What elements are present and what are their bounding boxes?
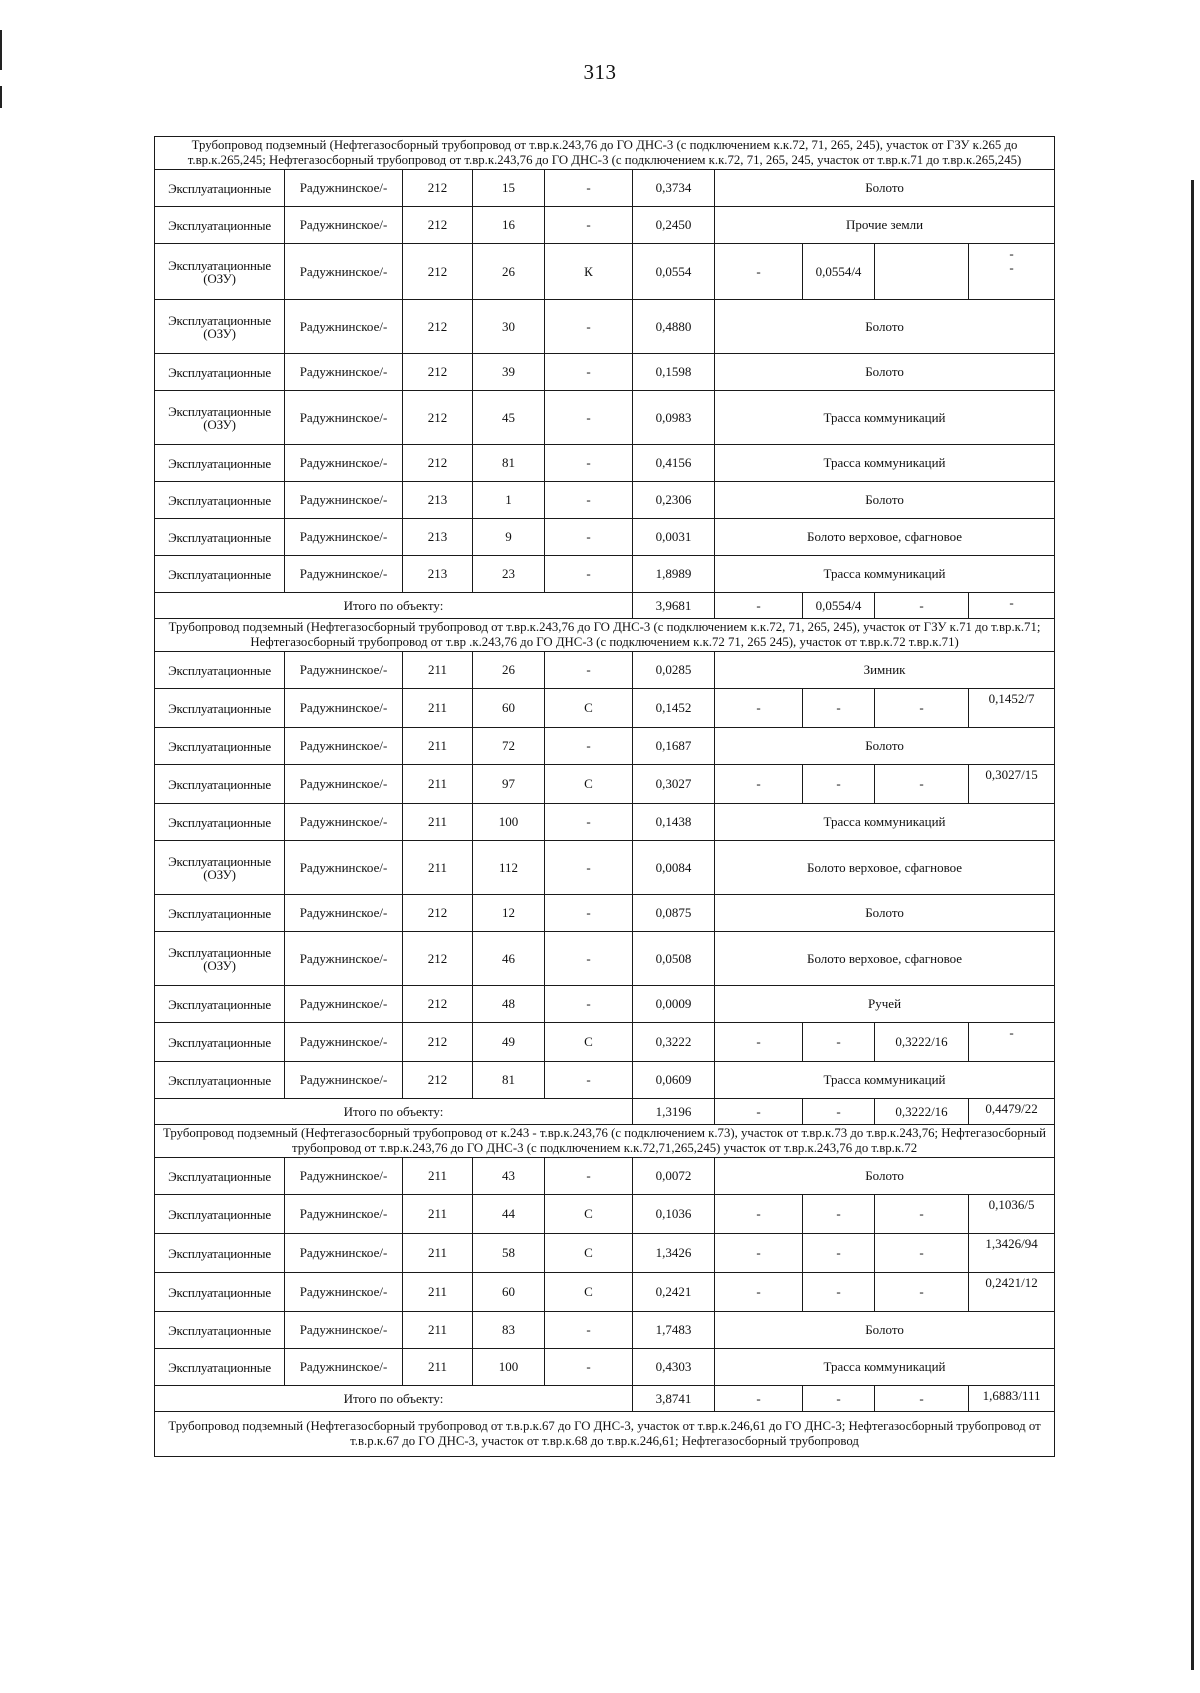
total-label: Итого по объекту:: [155, 1386, 633, 1412]
total-cell-1: -: [715, 593, 803, 619]
land-type-cell: Болото: [715, 170, 1055, 207]
sign-cell: -: [545, 354, 633, 391]
section-heading: Трубопровод подземный (Нефтегазосборный трубопровод от т.вр.к.243,76 до ГО ДНС-3 (с подключением к.к.72, 71, 265, 245), участок от ГЗУ к.71 до т.вр.к.71; Нефтегазосборный трубопровод от т.вр .к.243,76 до ГО ДНС-3 (с подключением к.к.72 71, 265 245), участок от т.вр.к.72 т.вр.к.71): [155, 619, 1055, 652]
quarter-cell: 212: [403, 445, 473, 482]
sign-cell: С: [545, 765, 633, 804]
forest-cell-1: -: [715, 689, 803, 728]
quarter-cell: 212: [403, 300, 473, 354]
area-cell: 0,1452: [633, 689, 715, 728]
sign-cell: -: [545, 1062, 633, 1099]
area-cell: 0,1598: [633, 354, 715, 391]
table-row: [155, 445, 1055, 482]
table-row: [155, 1195, 1055, 1234]
category-cell: Эксплуатационные (ОЗУ): [155, 841, 285, 895]
total-cell-4: 0,4479/22: [969, 1099, 1055, 1125]
total-label: Итого по объекту:: [155, 593, 633, 619]
area-cell: 0,0285: [633, 652, 715, 689]
quarter-cell: 211: [403, 652, 473, 689]
land-type-cell: Болото: [715, 895, 1055, 932]
sign-cell: -: [545, 391, 633, 445]
plot-cell: 60: [473, 689, 545, 728]
quarter-cell: 211: [403, 1195, 473, 1234]
section-heading: Трубопровод подземный (Нефтегазосборный трубопровод от к.243 - т.вр.к.243,76 (с подключением к.73), участок от т.вр.к.73 до т.вр.к.243,76; Нефтегазосборный трубопровод от т.вр.к.243,76 до ГО ДНС-3 (с подключением к.к.72,71,265,245) участок от т.вр.к.243,76 до т.вр.к.72: [155, 1125, 1055, 1158]
field-cell: Радужнинское/-: [285, 1062, 403, 1099]
table-row: [155, 556, 1055, 593]
quarter-cell: 212: [403, 391, 473, 445]
category-cell: Эксплуатационные: [155, 170, 285, 207]
area-cell: 1,8989: [633, 556, 715, 593]
sign-cell: -: [545, 519, 633, 556]
field-cell: Радужнинское/-: [285, 689, 403, 728]
forest-cell-2: -: [803, 1195, 875, 1234]
table-row: [155, 1158, 1055, 1195]
area-cell: 0,0072: [633, 1158, 715, 1195]
table-row: [155, 482, 1055, 519]
plot-cell: 30: [473, 300, 545, 354]
land-type-cell: Трасса коммуникаций: [715, 445, 1055, 482]
quarter-cell: 211: [403, 728, 473, 765]
field-cell: Радужнинское/-: [285, 765, 403, 804]
forest-cell-3: -: [875, 689, 969, 728]
sign-cell: -: [545, 207, 633, 244]
field-cell: Радужнинское/-: [285, 556, 403, 593]
plot-cell: 45: [473, 391, 545, 445]
category-cell: Эксплуатационные (ОЗУ): [155, 932, 285, 986]
category-cell: Эксплуатационные: [155, 728, 285, 765]
sign-cell: -: [545, 1312, 633, 1349]
quarter-cell: 212: [403, 932, 473, 986]
table-row: [155, 391, 1055, 445]
category-cell: Эксплуатационные: [155, 652, 285, 689]
quarter-cell: 211: [403, 689, 473, 728]
forest-cell-4: 0,3027/15: [969, 765, 1055, 804]
quarter-cell: 211: [403, 1234, 473, 1273]
quarter-cell: 211: [403, 841, 473, 895]
forest-cell-4: 0,2421/12: [969, 1273, 1055, 1312]
plot-cell: 43: [473, 1158, 545, 1195]
land-type-cell: Болото: [715, 1158, 1055, 1195]
forest-cell-2: 0,0554/4: [803, 244, 875, 300]
category-cell: Эксплуатационные: [155, 895, 285, 932]
forest-cell-2: -: [803, 765, 875, 804]
area-cell: 0,1036: [633, 1195, 715, 1234]
plot-cell: 1: [473, 482, 545, 519]
page-number: 313: [583, 60, 617, 84]
plot-cell: 26: [473, 244, 545, 300]
land-type-cell: Ручей: [715, 986, 1055, 1023]
land-type-cell: Болото верховое, сфагновое: [715, 932, 1055, 986]
field-cell: Радужнинское/-: [285, 895, 403, 932]
field-cell: Радужнинское/-: [285, 354, 403, 391]
quarter-cell: 212: [403, 1062, 473, 1099]
total-cell-1: -: [715, 1099, 803, 1125]
field-cell: Радужнинское/-: [285, 519, 403, 556]
table-row: [155, 728, 1055, 765]
quarter-cell: 211: [403, 804, 473, 841]
field-cell: Радужнинское/-: [285, 841, 403, 895]
area-cell: 0,0508: [633, 932, 715, 986]
table-row: [155, 207, 1055, 244]
plot-cell: 81: [473, 1062, 545, 1099]
field-cell: Радужнинское/-: [285, 728, 403, 765]
scan-edge-mark: [0, 86, 2, 108]
forest-cell-3: 0,3222/16: [875, 1023, 969, 1062]
quarter-cell: 211: [403, 1349, 473, 1386]
category-cell: Эксплуатационные: [155, 519, 285, 556]
category-cell: Эксплуатационные: [155, 445, 285, 482]
section-heading: Трубопровод подземный (Нефтегазосборный трубопровод от т.вр.к.243,76 до ГО ДНС-3 (с подключением к.к.72, 71, 265, 245), участок от ГЗУ к.265 до т.вр.к.265,245; Нефтегазосборный трубопровод от т.вр.к.243,76 до ГО ДНС-3 (с подключением к.к.72, 71, 265, 245, участок от т.вр.к.71 до т.вр.к.265,245): [155, 137, 1055, 170]
land-type-cell: Болото: [715, 1312, 1055, 1349]
scan-edge-mark: [1191, 180, 1194, 1670]
plot-cell: 100: [473, 1349, 545, 1386]
field-cell: Радужнинское/-: [285, 986, 403, 1023]
field-cell: Радужнинское/-: [285, 1158, 403, 1195]
table-body: [155, 137, 1055, 1457]
area-cell: 0,2421: [633, 1273, 715, 1312]
table-row: [155, 689, 1055, 728]
area-cell: 0,3027: [633, 765, 715, 804]
area-cell: 0,2450: [633, 207, 715, 244]
total-cell-2: -: [803, 1099, 875, 1125]
forest-cell-1: -: [715, 1273, 803, 1312]
quarter-cell: 213: [403, 482, 473, 519]
total-area: 3,9681: [633, 593, 715, 619]
field-cell: Радужнинское/-: [285, 1273, 403, 1312]
sign-cell: -: [545, 556, 633, 593]
quarter-cell: 212: [403, 244, 473, 300]
forest-cell-2: -: [803, 689, 875, 728]
category-cell: Эксплуатационные (ОЗУ): [155, 244, 285, 300]
sign-cell: С: [545, 1234, 633, 1273]
sign-cell: С: [545, 1023, 633, 1062]
quarter-cell: 211: [403, 1312, 473, 1349]
total-cell-3: -: [875, 1386, 969, 1412]
table-row: [155, 765, 1055, 804]
land-type-cell: Прочие земли: [715, 207, 1055, 244]
category-cell: Эксплуатационные: [155, 689, 285, 728]
field-cell: Радужнинское/-: [285, 170, 403, 207]
quarter-cell: 212: [403, 1023, 473, 1062]
land-type-cell: Болото: [715, 354, 1055, 391]
category-cell: Эксплуатационные (ОЗУ): [155, 300, 285, 354]
area-cell: 0,3734: [633, 170, 715, 207]
plot-cell: 44: [473, 1195, 545, 1234]
sign-cell: -: [545, 170, 633, 207]
plot-cell: 83: [473, 1312, 545, 1349]
land-type-cell: Трасса коммуникаций: [715, 1062, 1055, 1099]
table-row: [155, 1312, 1055, 1349]
area-cell: 0,0983: [633, 391, 715, 445]
total-row: [155, 593, 1055, 619]
quarter-cell: 213: [403, 556, 473, 593]
field-cell: Радужнинское/-: [285, 300, 403, 354]
forest-cell-1: -: [715, 244, 803, 300]
sign-cell: С: [545, 1195, 633, 1234]
plot-cell: 39: [473, 354, 545, 391]
area-cell: 0,0609: [633, 1062, 715, 1099]
area-cell: 0,4303: [633, 1349, 715, 1386]
total-cell-2: 0,0554/4: [803, 593, 875, 619]
section-heading-row: [155, 619, 1055, 652]
forest-cell-2: -: [803, 1273, 875, 1312]
field-cell: Радужнинское/-: [285, 1349, 403, 1386]
sign-cell: -: [545, 482, 633, 519]
forest-cell-1: -: [715, 765, 803, 804]
section-heading-row: [155, 1412, 1055, 1457]
category-cell: Эксплуатационные: [155, 986, 285, 1023]
section-heading-row: [155, 137, 1055, 170]
category-cell: Эксплуатационные: [155, 354, 285, 391]
plot-cell: 12: [473, 895, 545, 932]
total-cell-4: 1,6883/111: [969, 1386, 1055, 1412]
table-row: [155, 1273, 1055, 1312]
quarter-cell: 211: [403, 1158, 473, 1195]
quarter-cell: 212: [403, 207, 473, 244]
sign-cell: -: [545, 728, 633, 765]
land-type-cell: Болото: [715, 482, 1055, 519]
field-cell: Радужнинское/-: [285, 1195, 403, 1234]
forest-cell-1: -: [715, 1023, 803, 1062]
forest-cell-3: [875, 244, 969, 300]
table-row: [155, 519, 1055, 556]
land-type-cell: Болото верховое, сфагновое: [715, 519, 1055, 556]
field-cell: Радужнинское/-: [285, 1312, 403, 1349]
sign-cell: -: [545, 932, 633, 986]
category-cell: Эксплуатационные (ОЗУ): [155, 391, 285, 445]
plot-cell: 15: [473, 170, 545, 207]
forest-cell-2: -: [803, 1234, 875, 1273]
forest-cell-3: -: [875, 1234, 969, 1273]
sign-cell: -: [545, 652, 633, 689]
field-cell: Радужнинское/-: [285, 244, 403, 300]
table-row: [155, 300, 1055, 354]
sign-cell: -: [545, 1349, 633, 1386]
table-row: [155, 841, 1055, 895]
category-cell: Эксплуатационные: [155, 482, 285, 519]
quarter-cell: 212: [403, 170, 473, 207]
plot-cell: 26: [473, 652, 545, 689]
plot-cell: 100: [473, 804, 545, 841]
table-row: [155, 1023, 1055, 1062]
category-cell: Эксплуатационные: [155, 1062, 285, 1099]
table-row: [155, 170, 1055, 207]
total-area: 3,8741: [633, 1386, 715, 1412]
plot-cell: 49: [473, 1023, 545, 1062]
land-type-cell: Трасса коммуникаций: [715, 804, 1055, 841]
total-area: 1,3196: [633, 1099, 715, 1125]
field-cell: Радужнинское/-: [285, 1023, 403, 1062]
land-type-cell: Зимник: [715, 652, 1055, 689]
quarter-cell: 211: [403, 765, 473, 804]
plot-cell: 72: [473, 728, 545, 765]
forest-cell-3: -: [875, 765, 969, 804]
forest-cell-4: - -: [969, 244, 1055, 300]
total-cell-3: -: [875, 593, 969, 619]
quarter-cell: 212: [403, 895, 473, 932]
area-cell: 0,4880: [633, 300, 715, 354]
area-cell: 0,2306: [633, 482, 715, 519]
table-row: [155, 1234, 1055, 1273]
sign-cell: К: [545, 244, 633, 300]
sign-cell: С: [545, 1273, 633, 1312]
table-row: [155, 354, 1055, 391]
field-cell: Радужнинское/-: [285, 391, 403, 445]
land-type-cell: Трасса коммуникаций: [715, 1349, 1055, 1386]
area-cell: 0,0084: [633, 841, 715, 895]
forest-cell-3: -: [875, 1273, 969, 1312]
area-cell: 0,3222: [633, 1023, 715, 1062]
category-cell: Эксплуатационные: [155, 1234, 285, 1273]
category-cell: Эксплуатационные: [155, 1273, 285, 1312]
sign-cell: С: [545, 689, 633, 728]
table-row: [155, 1062, 1055, 1099]
quarter-cell: 211: [403, 1273, 473, 1312]
field-cell: Радужнинское/-: [285, 482, 403, 519]
sign-cell: -: [545, 804, 633, 841]
total-label: Итого по объекту:: [155, 1099, 633, 1125]
forest-cell-2: -: [803, 1023, 875, 1062]
forest-cell-3: -: [875, 1195, 969, 1234]
area-cell: 0,0009: [633, 986, 715, 1023]
area-cell: 0,0031: [633, 519, 715, 556]
field-cell: Радужнинское/-: [285, 1234, 403, 1273]
forest-cell-4: -: [969, 1023, 1055, 1062]
sign-cell: -: [545, 1158, 633, 1195]
land-type-cell: Болото верховое, сфагновое: [715, 841, 1055, 895]
area-cell: 1,7483: [633, 1312, 715, 1349]
sign-cell: -: [545, 841, 633, 895]
area-cell: 1,3426: [633, 1234, 715, 1273]
area-cell: 0,4156: [633, 445, 715, 482]
category-cell: Эксплуатационные: [155, 1195, 285, 1234]
table-row: [155, 932, 1055, 986]
area-cell: 0,1438: [633, 804, 715, 841]
forest-cell-4: 0,1036/5: [969, 1195, 1055, 1234]
land-plot-table: [154, 136, 1055, 1457]
plot-cell: 16: [473, 207, 545, 244]
field-cell: Радужнинское/-: [285, 445, 403, 482]
table-row: [155, 244, 1055, 300]
plot-cell: 23: [473, 556, 545, 593]
category-cell: Эксплуатационные: [155, 207, 285, 244]
category-cell: Эксплуатационные: [155, 765, 285, 804]
category-cell: Эксплуатационные: [155, 556, 285, 593]
quarter-cell: 212: [403, 354, 473, 391]
table-row: [155, 986, 1055, 1023]
category-cell: Эксплуатационные: [155, 1312, 285, 1349]
forest-cell-4: 0,1452/7: [969, 689, 1055, 728]
total-row: [155, 1099, 1055, 1125]
quarter-cell: 213: [403, 519, 473, 556]
table-row: [155, 895, 1055, 932]
forest-cell-1: -: [715, 1234, 803, 1273]
land-type-cell: Трасса коммуникаций: [715, 391, 1055, 445]
field-cell: Радужнинское/-: [285, 932, 403, 986]
land-type-cell: Болото: [715, 728, 1055, 765]
area-cell: 0,0875: [633, 895, 715, 932]
section-heading: Трубопровод подземный (Нефтегазосборный трубопровод от т.в.р.к.67 до ГО ДНС-3, участок от т.вр.к.246,61 до ГО ДНС-3; Нефтегазосборный трубопровод от т.в.р.к.67 до ГО ДНС-3, участок от т.вр.к.68 до т.вр.к.246,61; Нефтегазосборный трубопровод: [155, 1412, 1055, 1457]
plot-cell: 81: [473, 445, 545, 482]
plot-cell: 97: [473, 765, 545, 804]
sign-cell: -: [545, 895, 633, 932]
table-row: [155, 804, 1055, 841]
plot-cell: 58: [473, 1234, 545, 1273]
sign-cell: -: [545, 300, 633, 354]
total-cell-1: -: [715, 1386, 803, 1412]
total-cell-3: 0,3222/16: [875, 1099, 969, 1125]
plot-cell: 48: [473, 986, 545, 1023]
plot-cell: 46: [473, 932, 545, 986]
total-row: [155, 1386, 1055, 1412]
field-cell: Радужнинское/-: [285, 207, 403, 244]
area-cell: 0,1687: [633, 728, 715, 765]
category-cell: Эксплуатационные: [155, 1023, 285, 1062]
total-cell-2: -: [803, 1386, 875, 1412]
section-heading-row: [155, 1125, 1055, 1158]
sign-cell: -: [545, 986, 633, 1023]
land-type-cell: Болото: [715, 300, 1055, 354]
area-cell: 0,0554: [633, 244, 715, 300]
category-cell: Эксплуатационные: [155, 1158, 285, 1195]
total-cell-4: -: [969, 593, 1055, 619]
forest-cell-1: -: [715, 1195, 803, 1234]
table-row: [155, 1349, 1055, 1386]
field-cell: Радужнинское/-: [285, 804, 403, 841]
plot-cell: 9: [473, 519, 545, 556]
table-row: [155, 652, 1055, 689]
sign-cell: -: [545, 445, 633, 482]
scan-edge-mark: [0, 30, 2, 70]
plot-cell: 60: [473, 1273, 545, 1312]
category-cell: Эксплуатационные: [155, 804, 285, 841]
forest-cell-4: 1,3426/94: [969, 1234, 1055, 1273]
land-type-cell: Трасса коммуникаций: [715, 556, 1055, 593]
field-cell: Радужнинское/-: [285, 652, 403, 689]
plot-cell: 112: [473, 841, 545, 895]
quarter-cell: 212: [403, 986, 473, 1023]
category-cell: Эксплуатационные: [155, 1349, 285, 1386]
